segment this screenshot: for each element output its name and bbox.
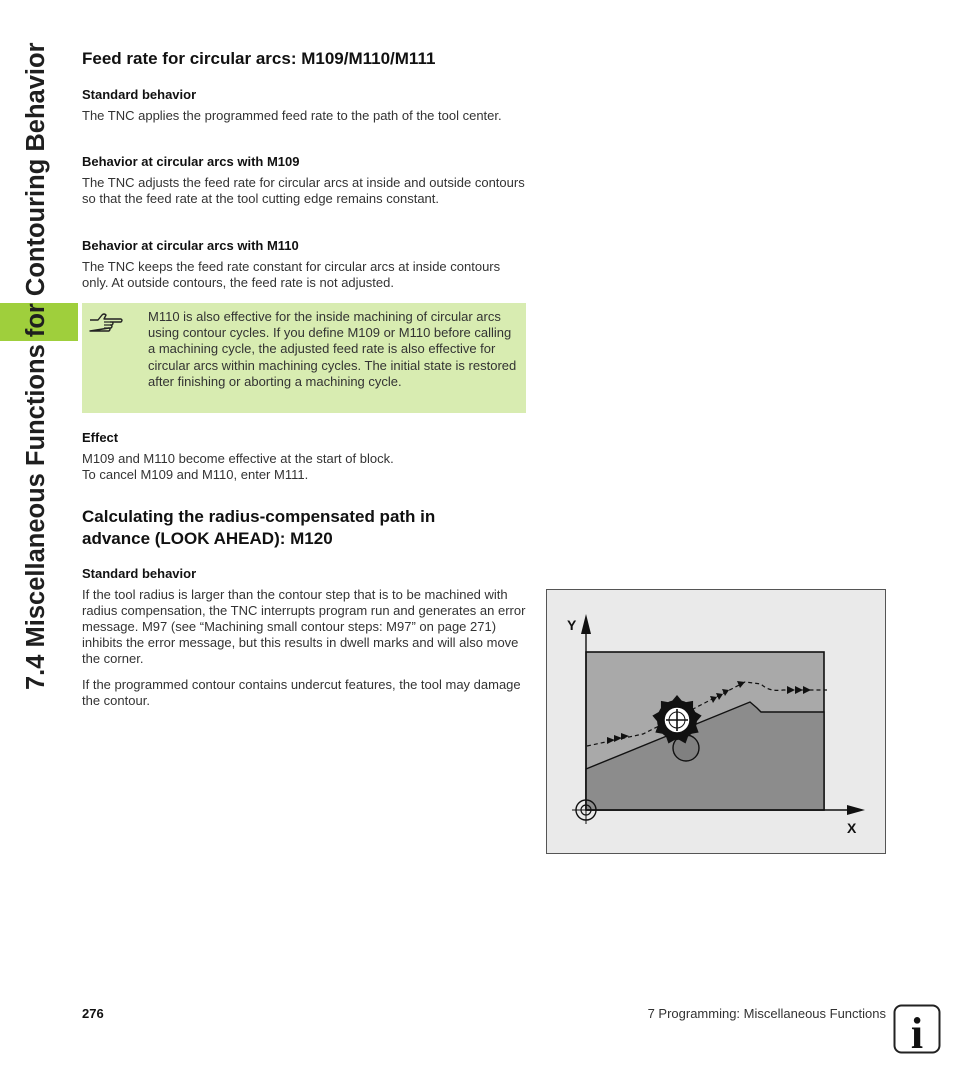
- heading-standard-behavior: Standard behavior: [82, 87, 197, 102]
- section-title-feed-rate: Feed rate for circular arcs: M109/M110/M111: [82, 49, 436, 68]
- text-m109: The TNC adjusts the feed rate for circular arcs at inside and outside contours so that the feed rate at the tool cutting edge remains constant.: [82, 175, 525, 206]
- x-axis-label: X: [847, 820, 857, 836]
- text-m110: The TNC keeps the feed rate constant for circular arcs at inside contours only. At outside contours, the feed rate is not adjusted.: [82, 259, 501, 290]
- diagram-drawing: [547, 590, 885, 853]
- pointing-hand-icon: [88, 311, 124, 337]
- note-box: [82, 303, 526, 413]
- info-icon: [893, 1004, 941, 1054]
- info-glyph: i: [910, 1009, 924, 1054]
- chapter-title: 7 Programming: Miscellaneous Functions: [647, 1006, 886, 1021]
- note-text: M110 is also effective for the inside machining of circular arcs using contour cycles. If you define M109 or M110 before calling a machining cycle, the adjusted feed rate is also effective for circular arcs within machining cycles. The initial state is restored after finishing or aborting a machining cycle.: [148, 309, 517, 389]
- text-standard-behavior: The TNC applies the programmed feed rate to the path of the tool center.: [82, 108, 502, 123]
- y-axis-label: Y: [567, 617, 577, 633]
- heading-m109: Behavior at circular arcs with M109: [82, 154, 300, 169]
- x-axis-arrow: [847, 805, 865, 815]
- heading-standard-behavior-m120: Standard behavior: [82, 566, 197, 581]
- heading-m110: Behavior at circular arcs with M110: [82, 238, 299, 253]
- text-effect-line2: To cancel M109 and M110, enter M111.: [82, 467, 309, 482]
- page-number: 276: [82, 1006, 104, 1021]
- text-effect-line1: M109 and M110 become effective at the start of block.: [82, 451, 394, 466]
- look-ahead-diagram: [546, 589, 886, 854]
- section-title-look-ahead: Calculating the radius-compensated path in advance (LOOK AHEAD): M120: [82, 507, 436, 548]
- text-undercut: If the programmed contour contains undercut features, the tool may damage the contour.: [82, 677, 521, 708]
- text-standard-behavior-m120: If the tool radius is larger than the contour step that is to be machined with radius compensation, the TNC interrupts program run and generates an error message. M97 (see “Machining small contour steps: M97” on page 271) inhibits the error message, but this results in dwell marks and will also move the corner.: [82, 587, 526, 666]
- side-section-title: 7.4 Miscellaneous Functions for Contouring Behavior: [22, 42, 50, 690]
- heading-effect: Effect: [82, 430, 119, 445]
- y-axis-arrow: [581, 614, 591, 634]
